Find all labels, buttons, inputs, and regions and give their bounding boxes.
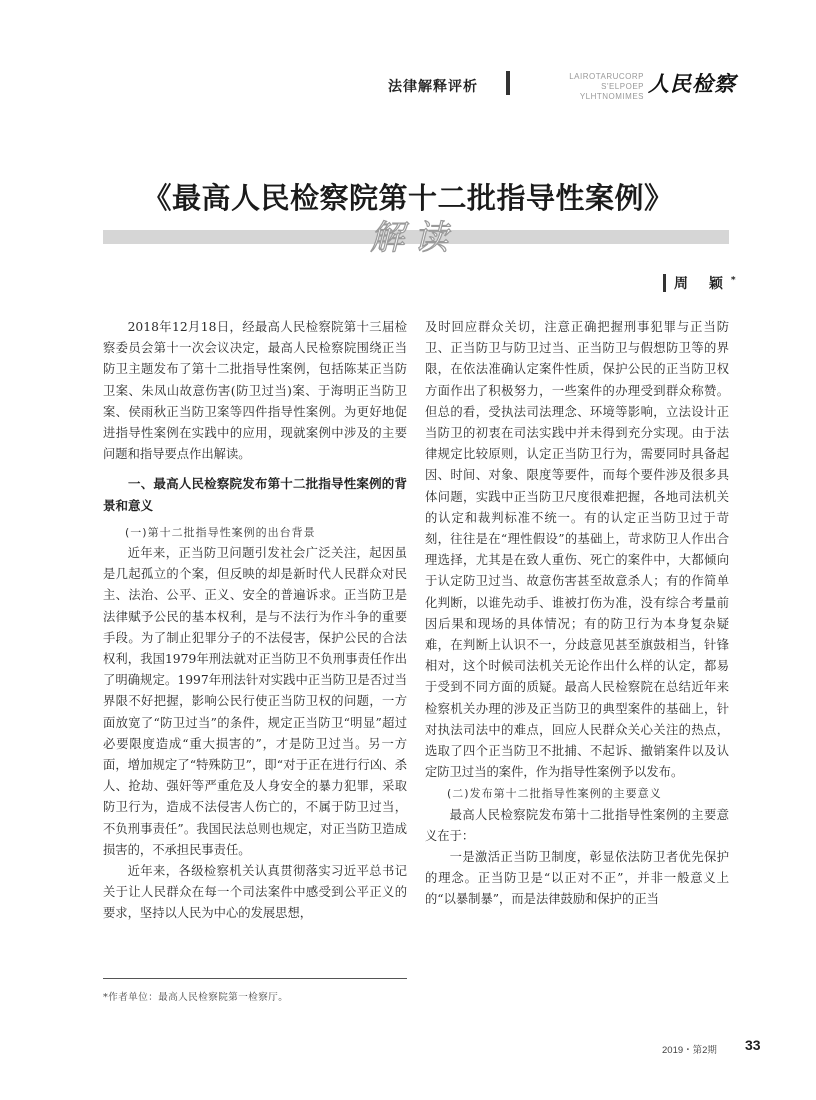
author-footnote-mark: *	[730, 275, 736, 286]
journal-logo: 人民检察	[648, 71, 736, 96]
body-paragraph: 近年来，正当防卫问题引发社会广泛关注，起因虽是几起孤立的个案，但反映的却是新时代人民群众对民主、法治、公平、正义、安全的普遍诉求。正当防卫是法律赋予公民的基本权利，是与不法行为作斗争的重要手段。为了制止犯罪分子的不法侵害，保护公民的合法权利，我国1979年刑法就对正当防卫不负刑事责任作出了明确规定。1997年刑法针对实践中正当防卫是否过当界限不好把握，影响公民行使正当防卫权的问题，一方面放宽了“防卫过当”的条件，规定正当防卫“明显”超过必要限度造成“重大损害的”，才是防卫过当。另一方面，增加规定了“特殊防卫”，即“对于正在进行行凶、杀人、抢劫、强奸等严重危及人身安全的暴力犯罪，采取防卫行为，造成不法侵害人伤亡的，不属于防卫过当，不负刑事责任”。我国民法总则也规定，对正当防卫造成损害的，不承担民事责任。	[103, 546, 407, 857]
journal-english-name	[528, 72, 644, 102]
body-paragraph: 近年来，各级检察机关认真贯彻落实习近平总书记关于让人民群众在每一个司法案件中感受到公平正义的要求，坚持以人民为中心的发展思想，	[103, 864, 407, 921]
author-divider	[663, 274, 666, 292]
right-column	[425, 317, 729, 911]
article-subtitle: 解读	[370, 218, 458, 258]
header-divider	[506, 71, 510, 95]
footnote: *作者单位：最高人民检察院第一检察厅。	[103, 992, 289, 1003]
article-title: 《最高人民检察院第十二批指导性案例》	[142, 181, 674, 215]
body-paragraph: 一是激活正当防卫制度，彰显依法防卫者优先保护的理念。正当防卫是“以正对不正”，并非一般意义上的“以暴制暴”，而是法律鼓励和保护的正当	[425, 850, 729, 907]
intro-paragraph: 2018年12月18日，经最高人民检察院第十三届检察委员会第十一次会议决定，最高人民检察院围绕正当防卫主题发布了第十二批指导性案例，包括陈某正当防卫案、朱凤山故意伤害(防卫过当)案、于海明正当防卫案、侯雨秋正当防卫案等四件指导性案例。为更好地促进指导性案例在实践中的应用，现就案例中涉及的主要问题和指导要点作出解读。	[103, 320, 407, 462]
subsection-heading-2: (二)发布第十二批指导性案例的主要意义	[447, 787, 662, 801]
page-number: 33	[745, 1037, 761, 1053]
journal-english-line-1: LAIROTARUCORP S'ELPOEP	[569, 72, 644, 91]
body-paragraph: 最高人民检察院发布第十二批指导性案例的主要意义在于：	[425, 807, 729, 843]
author-text: 周 颖	[674, 276, 731, 292]
issue-info: 2019・第2期	[662, 1045, 717, 1056]
author-name	[674, 273, 736, 293]
left-column	[103, 317, 407, 925]
journal-english-line-2: YLHTNOMIMES	[579, 92, 644, 101]
subsection-heading-1: (一)第十二批指导性案例的出台背景	[125, 525, 316, 539]
section-title: 法律解释评析	[388, 79, 478, 95]
footnote-divider	[103, 978, 407, 979]
section-heading-1: 一、最高人民检察院发布第十二批指导性案例的背景和意义	[103, 476, 407, 513]
body-paragraph: 及时回应群众关切，注意正确把握刑事犯罪与正当防卫、正当防卫与防卫过当、正当防卫与假想防卫等的界限，在依法准确认定案件性质，保护公民的正当防卫权方面作出了积极努力，一些案件的办理受到群众称赞。但总的看，受执法司法理念、环境等影响，立法设计正当防卫的初衷在司法实践中并未得到充分实现。由于法律规定比较原则，认定正当防卫行为，需要同时具备起因、时间、对象、限度等要件，而每个要件涉及很多具体问题，实践中正当防卫尺度很难把握，各地司法机关的认定和裁判标准不统一。有的认定正当防卫过于苛刻，往往是在“理性假设”的基础上，苛求防卫人作出合理选择，尤其是在致人重伤、死亡的案件中，大都倾向于认定防卫过当、故意伤害甚至故意杀人；有的作简单化判断，以谁先动手、谁被打伤为准，没有综合考量前因后果和现场的具体情况；有的防卫行为本身复杂疑难，在判断上认识不一，分歧意见甚至旗鼓相当，针锋相对，这个时候司法机关无论作出什么样的认定，都易于受到不同方面的质疑。最高人民检察院在总结近年来检察机关办理的涉及正当防卫的典型案件的基础上，针对执法司法中的难点，回应人民群众关心关注的热点，选取了四个正当防卫不批捕、不起诉、撤销案件以及认定防卫过当的案件，作为指导性案例予以发布。	[425, 320, 729, 780]
